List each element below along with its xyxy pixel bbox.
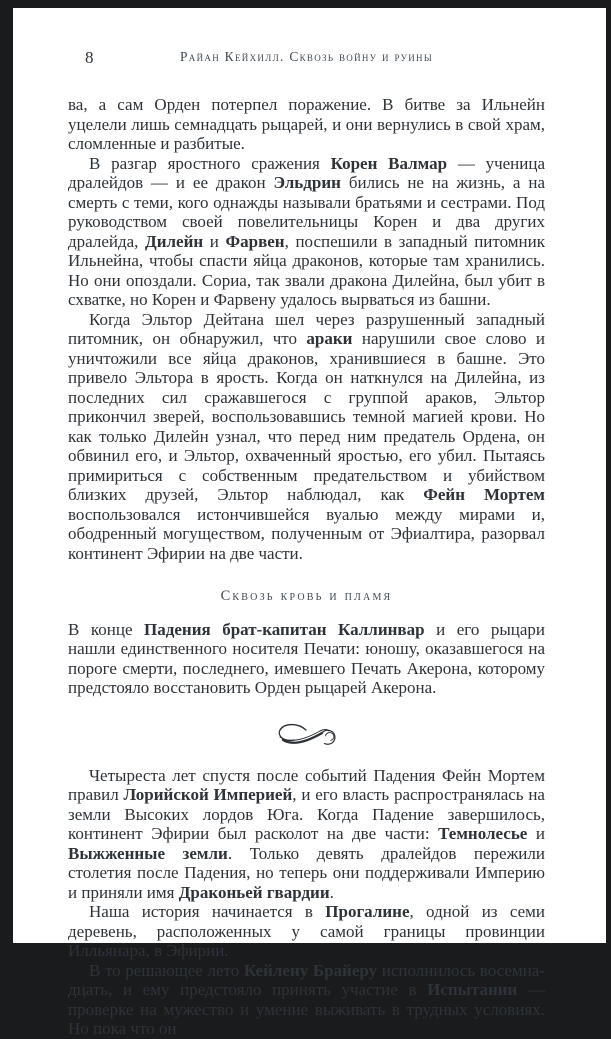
text-segment: Четыреста лет спустя после событий Падения Фейн Мортем правил <box>68 765 545 804</box>
text-segment: бились не на жизнь, а на смерть с теми, кого однажды называли братьями и сестрами. Под руководством своей повелительницы Корен и два других дралейда, <box>68 173 545 251</box>
text-segment: Кейлену Брайеру <box>243 960 378 980</box>
text-segment: В разгар яростного сражения <box>89 153 331 173</box>
flourish-ornament <box>276 721 338 749</box>
paragraph <box>68 961 545 1039</box>
paragraph <box>68 95 545 154</box>
text-segment: ва, а сам Орден потерпел поражение. В битве за Ильнейн уцелели лишь семнадцать рыцарей, и они вернулись в свой храм, сломленные и разбитые. <box>68 95 545 153</box>
text-segment: Эльдрин <box>273 173 341 192</box>
text-segment: Прогалине <box>325 902 410 921</box>
text-segment: и <box>203 231 226 251</box>
text-segment: воспользовался истончившейся вуалью между мирами и, ободренный могуществом, полученным от Эфиалтира, разорвал континент Эфирии на две части. <box>68 504 545 563</box>
text-segment: Фарвен <box>225 231 285 251</box>
section-heading: Сквозь кровь и пламя <box>220 588 393 604</box>
text-segment: исполнилось восемнадцать, и ему предстояло принять участие в <box>68 960 545 999</box>
text-segment: — ученица дралейдов — и ее дракон <box>68 153 546 192</box>
text-segment: араки <box>306 329 353 348</box>
text-segment: , одной из семи деревень, расположенных у самой границы провинции Илльянара, в Эфирии. <box>68 902 545 960</box>
text-segment: Корен Валмар <box>330 153 448 173</box>
text-segment: Фейн Мортем <box>423 485 546 504</box>
text-segment: . <box>329 882 334 902</box>
text-segment: Наша история начинается в <box>89 902 326 921</box>
text-segment: Выжженные земли <box>68 843 228 863</box>
text-segment: Темнолесье <box>438 824 528 843</box>
paragraph <box>68 766 545 903</box>
text-segment: В то решающее лето <box>89 960 244 980</box>
page-number: 8 <box>85 48 94 67</box>
text-segment: , и его власть распространялась на земли Высоких лордов Юга. Когда Падение завершилось, континент Эфирии был расколот на две части: <box>68 785 545 843</box>
paragraph <box>68 310 545 564</box>
running-head: Райан Кейхилл. Сквозь войну и руины <box>179 49 434 64</box>
text-segment: В конце <box>68 619 145 639</box>
paragraph <box>68 620 545 698</box>
book-page <box>13 8 606 1038</box>
text-segment: Когда Эльтор Дейтана шел через разрушенный западный питомник, он обнаружил, что <box>68 309 545 348</box>
body-text <box>68 95 545 1039</box>
page-header <box>68 48 545 67</box>
text-segment: , поспешили в западный питомник Ильнейна, чтобы спасти яйца драконов, которые там хранились. Но они опоздали. Сориа, так звали дракона Дилейна, был убит в схватке, но Корен и Фарвену удалось вырваться из башни. <box>68 231 545 309</box>
text-segment: — проверке на мужество и умение выживать в трудных условиях. Но пока что он <box>68 980 545 1038</box>
text-segment: нарушили свое слово и уничтожили все яйца драконов, хранившиеся в башне. Это привело Эльтора в ярость. Когда он наткнулся на Дилейна, из последних сил сражавшегося с группой араков, Эльтор прикончил зверей, воспользовавшись темной магией крови. Но как только Дилейн узнал, что перед ним предатель Ордена, он обвинил его, и Эльтор, охваченный яростью, его убил. Пытаясь примириться с собственным предательством и убийством близких друзей, Эльтор наблюдал, как <box>68 329 546 504</box>
text-segment: и <box>527 824 545 843</box>
text-segment: Испытании <box>427 980 518 999</box>
text-segment: Драконьей гвардии <box>178 882 330 902</box>
paragraph <box>68 902 545 961</box>
paragraph <box>68 154 545 310</box>
text-segment: Лорийской Империей <box>123 785 293 804</box>
text-segment: и его рыцари нашли единственного носителя Печати: юношу, оказавшегося на пороге смерти, последнего, имевшего Печать Акерона, которому предстояло восстановить Орден рыцарей Акерона. <box>68 619 546 697</box>
text-segment: . Только девять дралейдов пережили столетия после Падения, но теперь они поддерживали Империю и приняли имя <box>68 843 545 902</box>
text-segment: Падения брат-капитан Каллинвар <box>144 619 425 639</box>
text-segment: Дилейн <box>145 231 204 251</box>
